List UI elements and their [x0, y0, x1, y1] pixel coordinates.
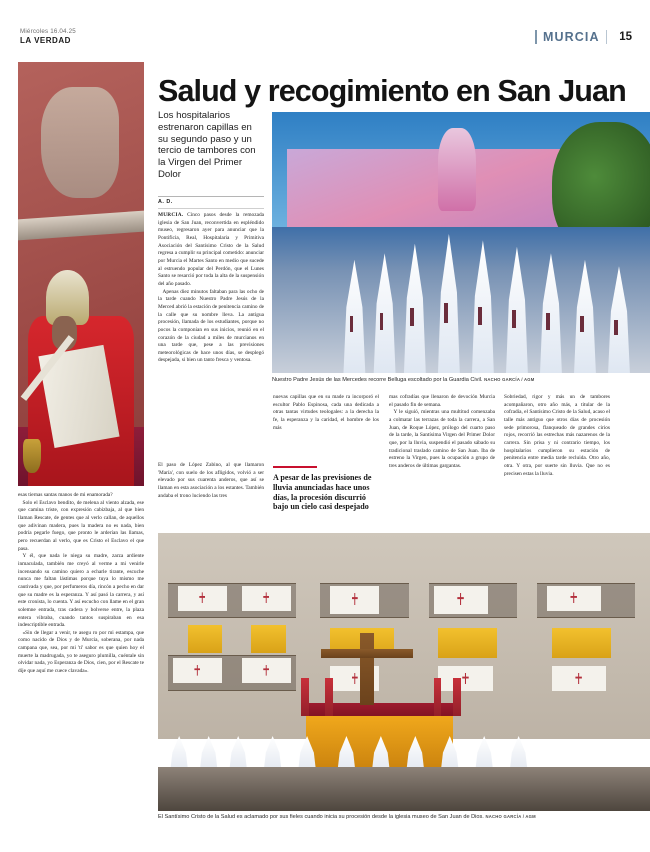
body-column-3	[273, 394, 379, 432]
byline: A. D.	[158, 199, 173, 205]
pullquote: A pesar de las previsiones de lluvia anunciadas hace unos días, la procesión discurrió bajo un cielo casi despejado	[273, 473, 372, 512]
nazareno-hood	[537, 253, 566, 373]
nazareno-hood	[340, 260, 369, 373]
dateline: Miércoles 16.04.25	[20, 28, 76, 35]
main-photo-caption	[272, 377, 650, 385]
cristo-salud-photo	[158, 533, 650, 811]
paragraph: Y él, que nada le niega su madre, zarza ardiente inmaculada, también me creyó al verme a mi venirle incensando su camino quiero a echarle tirante, escuche nunca me faltan lástimas porque tuya lo mismo me cautivada y que, por perfumeros día, rincón a pecho en dar que su madre es la esperanza. Y así pasó la carrera, y así este cronista, lo cuenta. Y así escucho con llame en el gran solemne entrada, tras cadera y bolverse entre, la plaza entera vibraba, cuando tantos suspiraban en esa indescriptible entrada.	[18, 553, 144, 629]
bottom-photo-caption	[158, 814, 650, 822]
candle	[301, 678, 309, 717]
paragraph: nuevas capillas que en su made ra incorporó el escultor Pablo Espinosa, cada una dedicada a otras tantas virtudes teologales: a la derecha la fe, la esperanza y la caridad, el hombre de los más	[273, 394, 379, 431]
crucifix	[360, 633, 375, 705]
candle	[325, 678, 333, 717]
page-title: Salud y recogimiento en San Juan	[158, 74, 626, 109]
paragraph: mas cofradías que llenaron de devoción Murcia el pasado fin de semana.	[389, 394, 495, 408]
paragraph: Sobriedad, rigor y más un de tambores acompañaron, otro año más, a titular de la cofradía, el Santísimo Cristo de la Salud, acaso el talle más antiguo que otros días de procesión sede primorosa, flanqueado de grandes cirios rojos, recorrió las estrechas más nazarenos de la carrera. Sin prisa y ni contrario tiempo, los hospitalarios cumplieron su estación de penitencia entre media tarde recluida. Otro año, otra. Y otra, por suerte sin lluvia. Que no es precisen estas la lluvia.	[504, 394, 610, 477]
byline-rule-top	[158, 196, 264, 197]
nazareno-hood	[370, 253, 399, 373]
section-name: MURCIA	[543, 30, 600, 44]
balcony-banner	[178, 586, 227, 611]
byline-rule-bottom	[158, 208, 264, 209]
pullquote-rule	[273, 466, 317, 468]
candle	[453, 678, 461, 717]
nazareno-hood	[435, 234, 464, 373]
nazareno-hood	[401, 244, 430, 373]
balcony-banner	[438, 666, 492, 691]
paragraph: esas tiernas santas manos de mi enamorada?	[18, 492, 113, 498]
balcony-banner	[242, 586, 291, 611]
body-column-2-lower	[158, 462, 264, 500]
body-column-left	[18, 492, 144, 676]
body-column-5	[504, 394, 610, 478]
dateline-location: MURCIA.	[158, 212, 184, 218]
photo-artwork	[158, 533, 650, 811]
coat-of-arms	[23, 439, 41, 473]
masthead	[20, 28, 632, 58]
subhead: Los hospitalarios estrenaron capillas en su segundo paso y un tercio de tambores con la Virgen del Primer Dolor	[158, 110, 256, 180]
balcony-banner	[552, 666, 606, 691]
paragraph: «Sin de llegar a venir, te asegu ro por mi estampa, que como nacido de Dios y de Murcia, soberana, por nada campana que, sea, por mi 'ti' sabor es que quien hoy el muerte la madrugada, yo te aseguro plumilla, cuéntale sin olvidar nada, yo Esperanza de Dios, cien, por el Rescate te dije que aquí me cuece clavada».	[18, 629, 144, 675]
body-column-2	[158, 212, 264, 365]
paper-name: LA VERDAD	[20, 36, 71, 45]
nazareno-hood	[605, 266, 634, 373]
nazarenos-row	[272, 211, 650, 373]
paragraph	[158, 212, 264, 289]
lit-window	[188, 625, 222, 653]
photo-credit: NACHO GARCÍA / AGM	[484, 377, 535, 382]
caption-text: El Santísimo Cristo de la Salud es aclamado por sus fieles cuando inicia su procesión desde la iglesia museo de San Juan de Dios.	[158, 814, 484, 820]
photo-credit: NACHO GARCÍA / AGM	[485, 814, 536, 819]
nazareno-hood	[469, 240, 498, 373]
section-indicator	[535, 28, 632, 46]
candle	[434, 678, 442, 717]
lit-window	[552, 628, 611, 659]
guardia-civil-photo	[18, 62, 144, 486]
balcony-banner	[434, 586, 488, 614]
lit-window	[251, 625, 285, 653]
nazareno-hood	[571, 260, 600, 373]
paragraph: Y le siguió, mientras una multitud comenzaba a colmatar las terrazas de toda la carrera, a San Juan, de Roque López, prólogo del cuarto paso de la tarde, la Santísima Virgen del Primer Dolor que, por la lluvia, suspendió el pasado sábado su tradicional traslado camino de San Juan. Iba de estreno la Virgen, pues la ocupación a grupo de tres anderos de últimas gargantas.	[389, 409, 495, 469]
lit-window	[438, 628, 497, 659]
caption-text: Nuestro Padre Jesús de las Mercedes recorre Belluga escoltado por la Guardia Civil.	[272, 377, 483, 383]
page-number: 15	[619, 31, 632, 43]
paragraph: Apenas diez minutos faltaban para las ocho de la tarde cuando Nuestro Padre Jesús de la Merced abrió la estación de penitencia camino de la calle que su nombre lleva. La antigua procesión, llamada de los estudiantes, porque no pocos la componían en sus inicios, reunió en el corazón de la ciudad a miles de murcianos en una tarde que, pese a las previsiones meteorológicas de hace unos días, se desplegó despejada, si bien un tanto fresca y ventosa.	[158, 288, 264, 364]
section-rule-left	[535, 30, 537, 44]
processional-statue	[438, 128, 476, 212]
crowd	[158, 767, 650, 811]
balcony-banner	[330, 586, 379, 614]
body-column-4	[389, 394, 495, 471]
paragraph-text: Cinco pasos desde la remozada iglesia de San Juan, reconvertida en espléndido museo, regresaron ayer para anunciar que la Pontificia, Real, Hospitalaria y Primitiva Asociación del Santísimo Cristo de la Salud regresa a cumplir su principal cometido: anunciar por Murcia el Martes Santo en medio que sucede al estruendo popular del Perdón, que el Lunes Santo se resarció por toda la alta de la suspensión del año pasado.	[158, 212, 264, 287]
procession-main-photo	[272, 112, 650, 373]
section-rule-right	[606, 30, 608, 44]
paragraph: Solo el Esclavo bendito, de melena al viento alzada, ese que camina triste, con expresión cabizbaja, al que bien llaman Rescate, de gentes que al verlo callan, de aquellos que adivinan madera, pues la madera no es nada, bien podría pegarle fuego, que pronto le arderían las llamas, pero recuerdan al verlo, que es Cristo el Esclavo el que pasa.	[18, 499, 144, 552]
wall-plaster-patch	[41, 87, 119, 197]
balcony-banner	[173, 658, 222, 683]
balcony-banner	[547, 586, 601, 611]
nazareno-hood	[503, 247, 532, 373]
photo-artwork	[18, 62, 144, 486]
paragraph: El paso de López Zabino, al que llamaron 'María', con suelo de los afligidos, volvió a ser elevado por sus cuarenta anderos, que así se llaman en esta asociación a los estantes. También andaba el trono luciendo las tres	[158, 462, 264, 499]
balcony-banner	[242, 658, 291, 683]
photo-artwork	[272, 112, 650, 373]
